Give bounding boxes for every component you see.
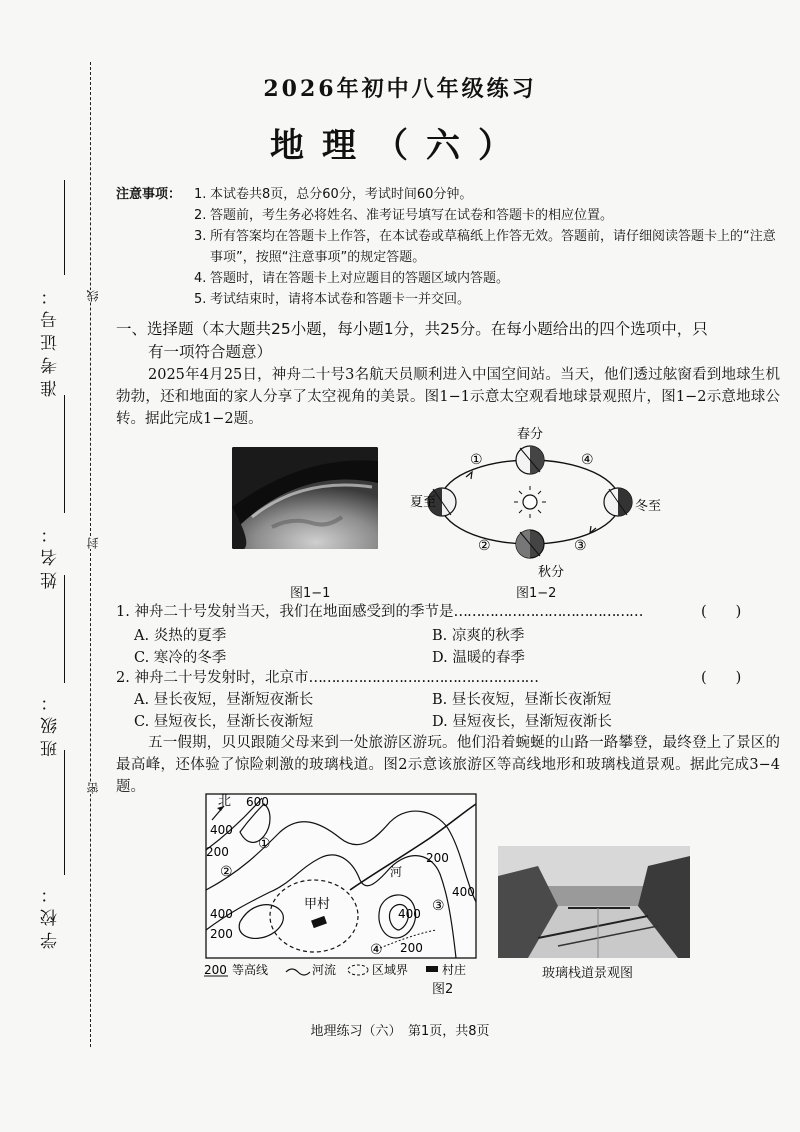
name-label: 姓名： bbox=[41, 520, 61, 589]
svg-text:400: 400 bbox=[452, 885, 475, 899]
q1-option-b[interactable]: B. 凉爽的秋季 bbox=[432, 628, 525, 644]
legend-contour-value: 200 bbox=[204, 963, 227, 977]
q2-option-c[interactable]: C. 昼短夜长，昼渐长夜渐短 bbox=[134, 714, 314, 730]
binding-dashed-line bbox=[90, 62, 91, 1047]
svg-text:河: 河 bbox=[390, 865, 403, 879]
passage-2: 五一假期，贝贝跟随父母来到一处旅游区游玩。他们沿着蜿蜒的山路一路攀登，最终登上了景区的最高峰，还体验了惊险刺激的玻璃栈道。图2示意该旅游区等高线地形和玻璃栈道景观。据此完成3−4题。 bbox=[116, 735, 780, 795]
legend-region-icon bbox=[348, 965, 368, 975]
svg-text:400: 400 bbox=[210, 907, 233, 921]
svg-text:400: 400 bbox=[210, 823, 233, 837]
fig1-1-caption: 图1−1 bbox=[290, 586, 331, 601]
fig1-2-caption: 图1−2 bbox=[516, 586, 557, 601]
notes-label: 注意事项： bbox=[116, 187, 182, 202]
label-village: 甲村 bbox=[304, 897, 331, 912]
label-autumn: 秋分 bbox=[538, 565, 565, 580]
svg-text:200: 200 bbox=[206, 845, 229, 859]
label-n4: ④ bbox=[581, 452, 594, 468]
sun-icon bbox=[523, 495, 537, 509]
svg-text:④: ④ bbox=[370, 942, 383, 958]
page-footer: 地理练习（六） 第1页，共8页 bbox=[310, 1024, 490, 1039]
cut-secret-mark: 密 bbox=[86, 782, 100, 794]
svg-text:400: 400 bbox=[398, 907, 421, 921]
section-heading: 一、选择题（本大题共25小题，每小题1分，共25分。在每小题给出的四个选项中，只 有一项符合题意） bbox=[116, 320, 708, 361]
legend-river-icon bbox=[286, 969, 310, 975]
glass-path-photo bbox=[498, 846, 690, 958]
legend-region: 区域界 bbox=[372, 963, 409, 977]
label-summer: 夏至 bbox=[410, 495, 437, 510]
q2-option-d[interactable]: D. 昼短夜长，昼渐短夜渐长 bbox=[432, 714, 612, 730]
legend-river: 河流 bbox=[312, 963, 337, 977]
svg-text:200: 200 bbox=[210, 927, 233, 941]
svg-text:200: 200 bbox=[426, 851, 449, 865]
earth-orbit-diagram bbox=[400, 422, 680, 592]
contour-map bbox=[200, 792, 484, 990]
label-n2: ② bbox=[478, 538, 491, 554]
fig2-caption: 图2 bbox=[432, 982, 454, 997]
class-blank bbox=[64, 575, 65, 683]
school-label: 学校： bbox=[41, 880, 61, 949]
svg-text:③: ③ bbox=[432, 898, 445, 914]
exam-id-blank bbox=[64, 180, 65, 275]
cut-seal-mark: 封 bbox=[86, 537, 100, 549]
svg-text:②: ② bbox=[220, 864, 233, 880]
exam-title: 2026年初中八年级练习 bbox=[263, 76, 537, 102]
subject-title: 地理（六） bbox=[270, 126, 530, 166]
class-label: 班级： bbox=[41, 688, 61, 757]
q1-option-d[interactable]: D. 温暖的春季 bbox=[432, 650, 525, 666]
q2-option-b[interactable]: B. 昼长夜短，昼渐长夜渐短 bbox=[432, 692, 612, 708]
legend-village-icon bbox=[426, 966, 438, 972]
svg-text:200: 200 bbox=[400, 941, 423, 955]
earth-from-space-photo bbox=[232, 447, 378, 549]
label-north: 北 bbox=[218, 794, 232, 809]
label-n1: ① bbox=[470, 452, 483, 468]
q2-option-a[interactable]: A. 昼长夜短，昼渐短夜渐长 bbox=[134, 692, 314, 708]
exam-id-label: 准考证号： bbox=[41, 282, 61, 397]
svg-text:600: 600 bbox=[246, 795, 269, 809]
cut-line-mark: 线 bbox=[86, 290, 100, 302]
question-2: 2. 神舟二十号发射时，北京市…………………………………………… ( ) bbox=[116, 670, 742, 686]
q1-option-a[interactable]: A. 炎热的夏季 bbox=[134, 628, 227, 644]
question-1: 1. 神舟二十号发射当天，我们在地面感受到的季节是…………………………………… ( ) bbox=[116, 604, 742, 620]
passage-1: 2025年4月25日，神舟二十号3名航天员顺利进入中国空间站。当天，他们透过舷窗看到地球生机勃勃，还和地面的家人分享了太空视角的美景。图1−1示意太空观看地球景观照片，图1−2示意地球公转。据此完成1−2题。 bbox=[116, 367, 780, 427]
q1-option-c[interactable]: C. 寒冷的冬季 bbox=[134, 650, 227, 666]
glass-path-caption: 玻璃栈道景观图 bbox=[542, 966, 634, 981]
label-n3: ③ bbox=[574, 538, 587, 554]
legend-contour: 等高线 bbox=[232, 963, 269, 977]
name-blank bbox=[64, 395, 65, 513]
svg-text:①: ① bbox=[258, 836, 271, 852]
label-spring: 春分 bbox=[516, 427, 544, 442]
legend-village: 村庄 bbox=[442, 963, 467, 977]
school-blank bbox=[64, 750, 65, 875]
label-winter: 冬至 bbox=[635, 499, 662, 514]
